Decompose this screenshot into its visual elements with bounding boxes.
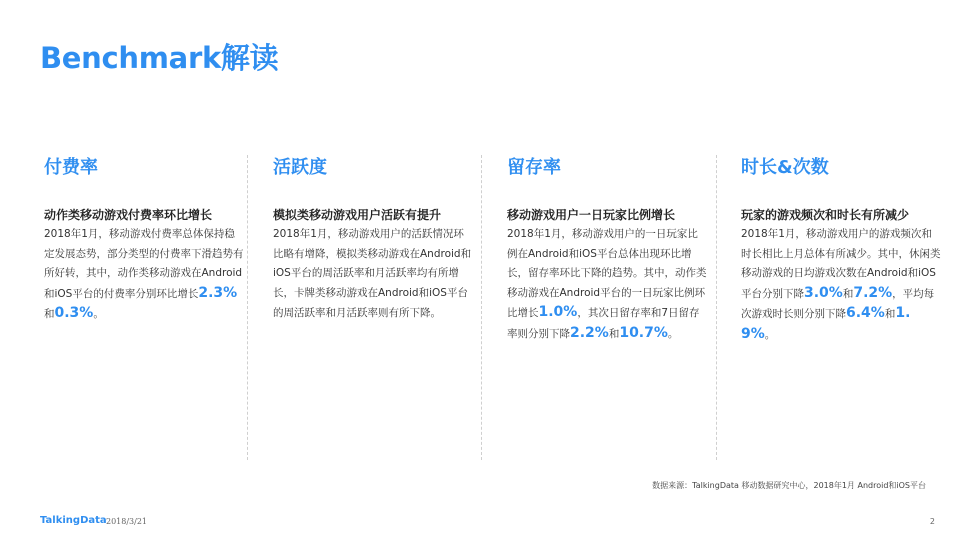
column-heading: 付费率: [44, 157, 98, 178]
data-source-note: 数据来源：TalkingData 移动数据研究中心，2018年1月 Android和iOS平台: [652, 481, 926, 490]
column-subheading: 玩家的游戏频次和时长有所减少: [741, 208, 910, 222]
column-payment-rate: [44, 152, 244, 325]
column-body: [507, 225, 707, 344]
body-text: 。: [667, 327, 679, 340]
column-subheading: 移动游戏用户一日玩家比例增长: [507, 208, 676, 222]
body-text: ，其次日留存率和7日留存率则分别下降: [507, 307, 700, 340]
body-text: 2018年1月，移动游戏用户的活跃情况环比略有增降，模拟类移动游戏在Android和iOS平台的周活跃率和月活跃率均有所增长，卡牌类移动游戏在Android和iOS平台的周活跃率和月活跃率则有所下降。: [273, 228, 472, 319]
highlight-value: 3.0%: [804, 284, 843, 301]
column-duration-frequency: [741, 152, 941, 345]
column-divider: [716, 155, 717, 460]
page-number: 2: [929, 517, 935, 526]
column-subheading: 模拟类移动游戏用户活跃有提升: [273, 208, 442, 222]
body-text: ，平均每次游戏时长则分别下降: [741, 287, 935, 320]
body-text: 和: [884, 308, 896, 320]
column-heading: 留存率: [507, 157, 561, 178]
column-subheading: 动作类移动游戏付费率环比增长: [44, 208, 213, 222]
highlight-value: 7.2%: [853, 284, 893, 301]
column-retention: [507, 152, 707, 344]
column-body: [741, 225, 941, 345]
body-text: 和: [842, 287, 854, 300]
body-text: 。: [93, 308, 104, 320]
body-text: 和: [44, 308, 55, 320]
page-title: Benchmark解读: [40, 41, 279, 75]
highlight-value: 6.4%: [846, 305, 885, 321]
highlight-value: 1.9%: [741, 305, 911, 342]
highlight-value: 0.3%: [54, 305, 94, 321]
column-body: [273, 225, 473, 324]
body-text: 2018年1月，移动游戏付费率总体保持稳定发展态势，部分类型的付费率下滑趋势有所好转，其中，动作类移动游戏在Android和iOS平台的付费率分别环比增长: [44, 228, 244, 300]
column-heading: 活跃度: [273, 157, 327, 178]
highlight-value: 2.2%: [570, 324, 609, 341]
footer-date: 2018/3/21: [106, 517, 148, 526]
column-heading: 时长&次数: [741, 157, 829, 178]
body-text: 2018年1月，移动游戏用户的游戏频次和时长相比上月总体有所减少。其中，休闲类移动游戏的日均游戏次数在Android和iOS平台分别下降: [741, 228, 941, 300]
column-body: [44, 225, 244, 325]
highlight-value: 10.7%: [619, 324, 668, 341]
talkingdata-logo: TalkingData: [40, 515, 107, 526]
body-text: 和: [608, 327, 620, 340]
body-text: 2018年1月，移动游戏用户的一日玩家比例在Android和iOS平台总体出现环比增长，留存率环比下降的趋势。其中，动作类移动游戏在Android平台的一日玩家比例环比增长: [507, 228, 707, 319]
column-activity: [273, 152, 473, 324]
body-text: 。: [764, 328, 776, 341]
highlight-value: 1.0%: [538, 304, 578, 320]
column-divider: [247, 155, 248, 460]
column-divider: [481, 155, 482, 460]
highlight-value: 2.3%: [198, 284, 238, 301]
